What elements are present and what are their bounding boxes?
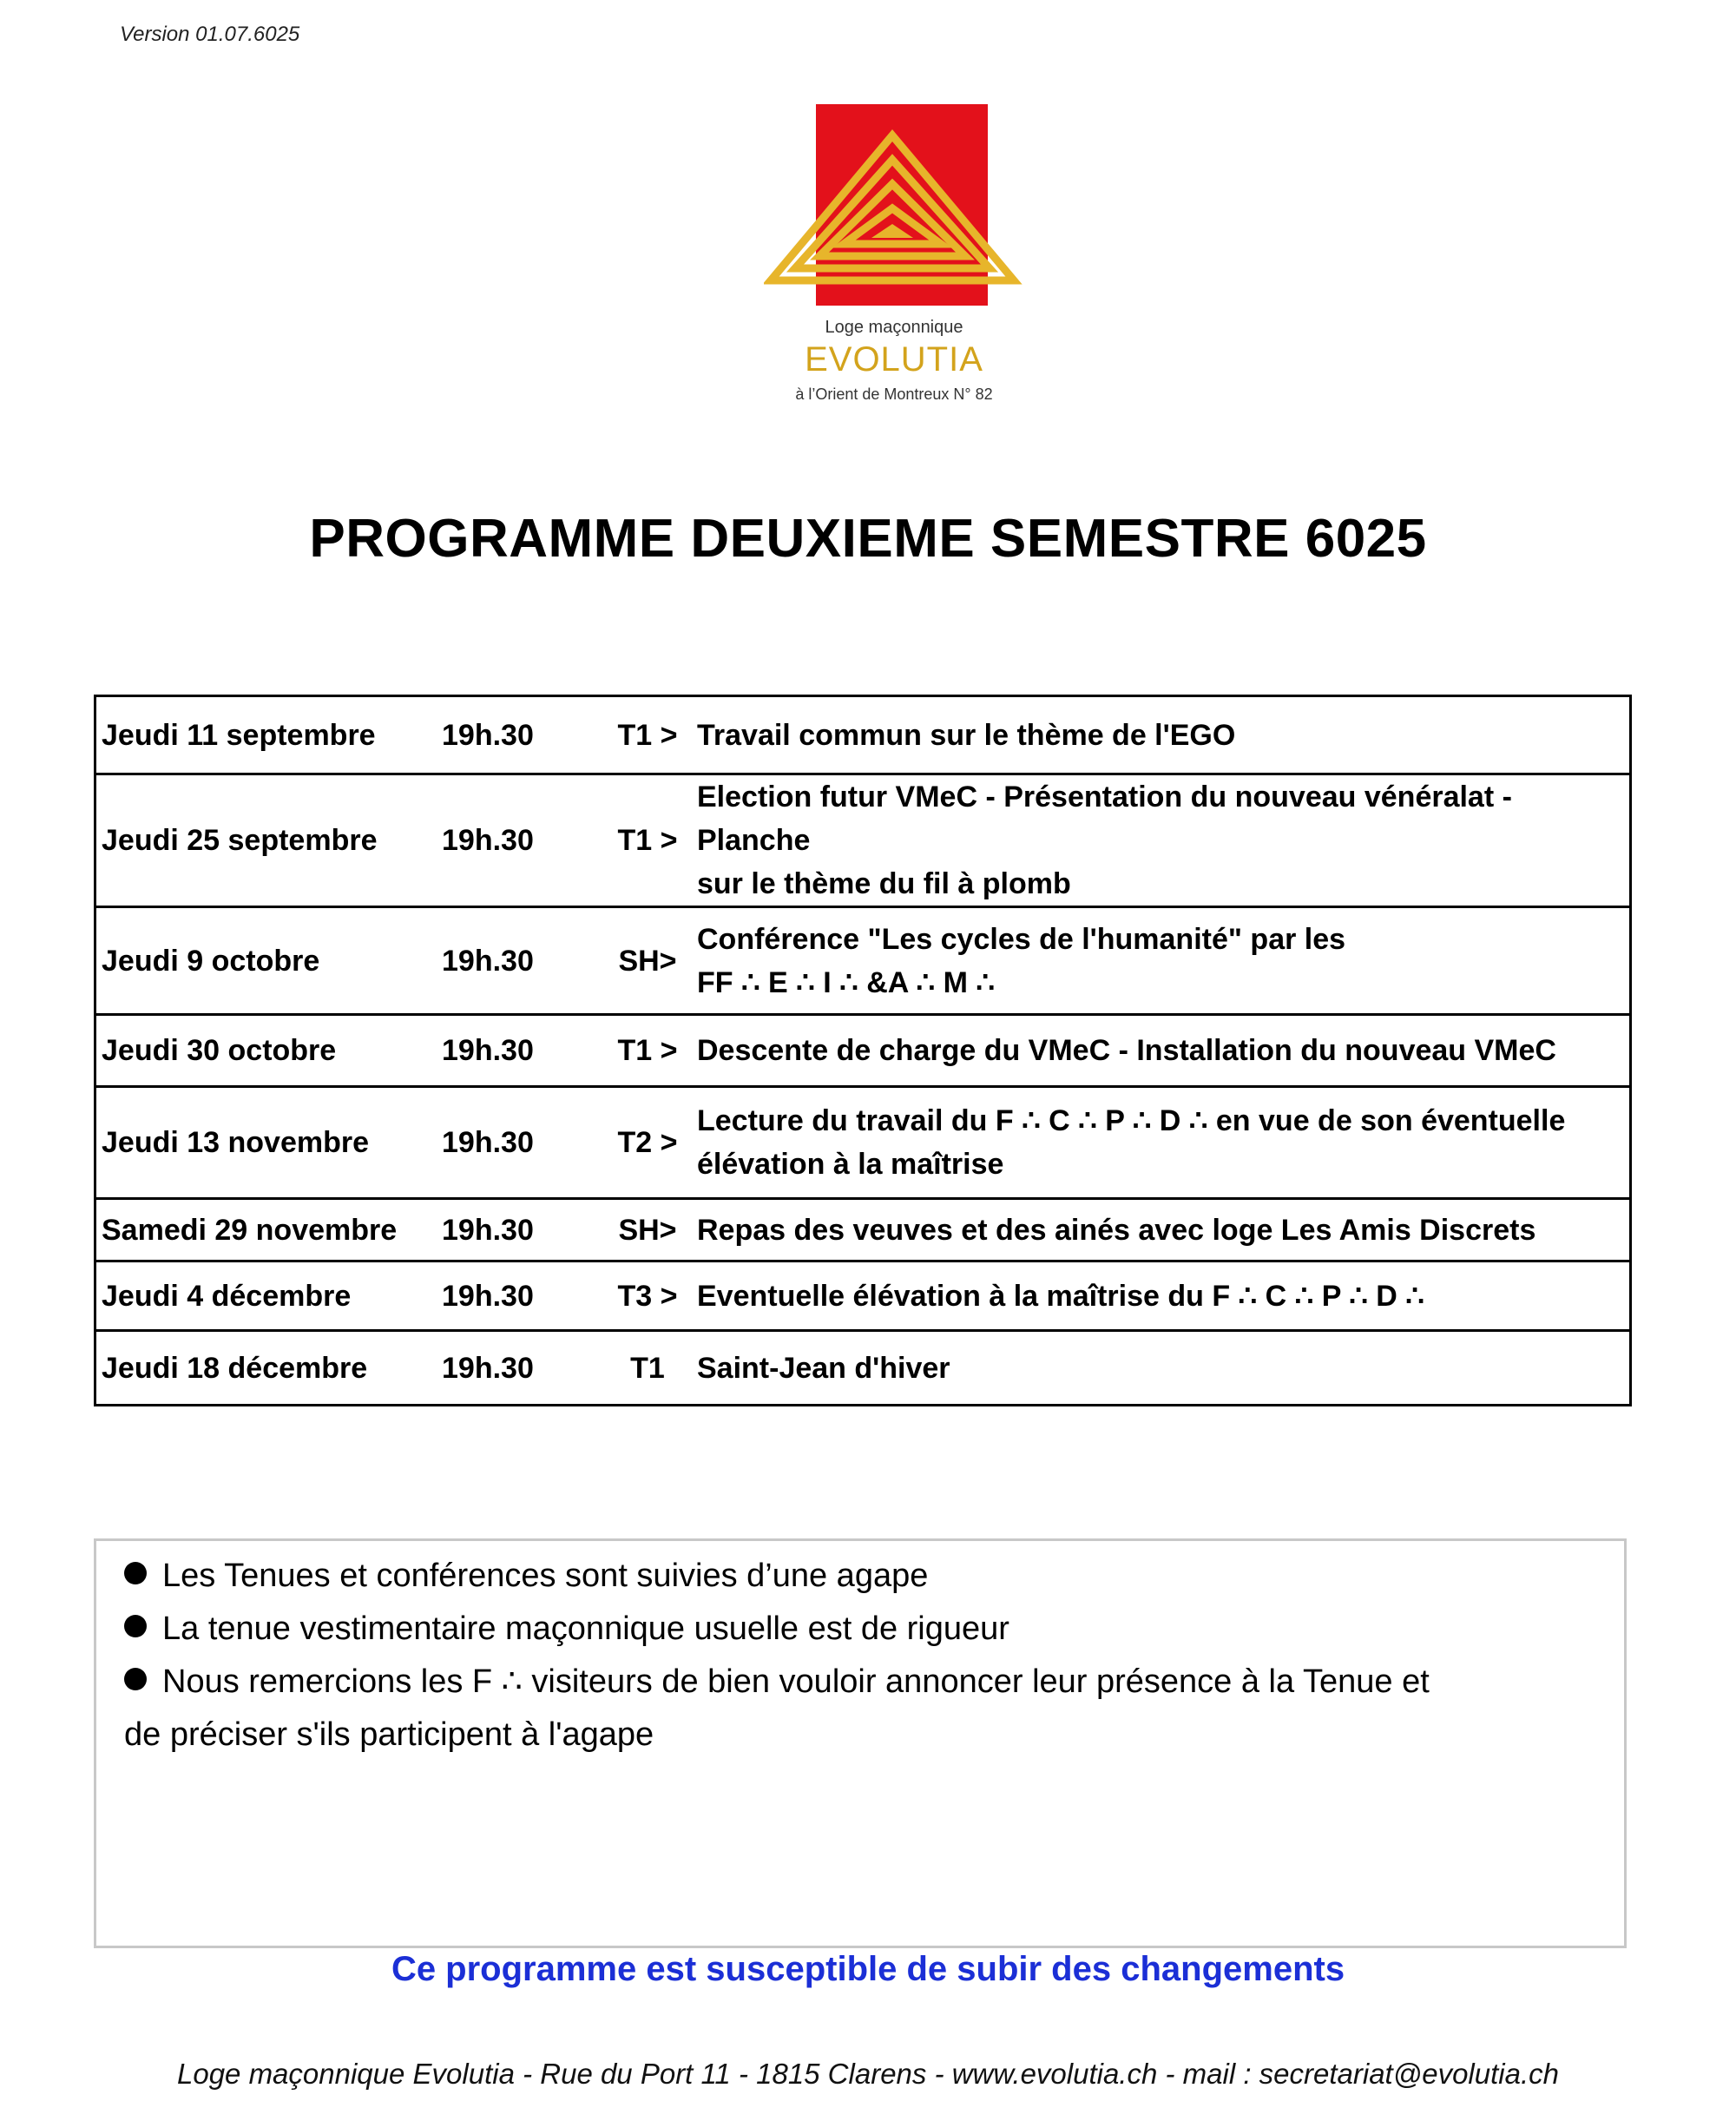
event-description-line: Eventuelle élévation à la maîtrise du F ∴ C ∴ P ∴ D ∴: [697, 1279, 1424, 1313]
event-description: [692, 1331, 1631, 1406]
event-code: T1 >: [603, 774, 692, 907]
event-description: [692, 696, 1631, 774]
schedule-row: [95, 696, 1631, 774]
bullet-icon: [124, 1668, 147, 1690]
event-date: Jeudi 18 décembre: [95, 1331, 437, 1406]
event-description: [692, 774, 1631, 907]
note-text: Nous remercions les F ∴ visiteurs de bien vouloir annoncer leur présence à la Tenue et: [162, 1663, 1430, 1700]
schedule-row: [95, 1331, 1631, 1406]
schedule-row: [95, 1087, 1631, 1199]
page-title: PROGRAMME DEUXIEME SEMESTRE 6025: [309, 509, 1427, 569]
note-item: [124, 1656, 1596, 1709]
event-description-line: Saint-Jean d'hiver: [697, 1351, 950, 1385]
notes-box: [94, 1538, 1627, 1948]
event-code: T1: [603, 1331, 692, 1406]
event-time: 19h.30: [437, 774, 603, 907]
schedule-row: [95, 1199, 1631, 1261]
event-time: 19h.30: [437, 907, 603, 1015]
note-text: Les Tenues et conférences sont suivies d’une agape: [162, 1558, 929, 1594]
event-description-line: Descente de charge du VMeC - Installation du nouveau VMeC: [697, 1034, 1556, 1067]
event-time: 19h.30: [442, 718, 534, 752]
note-item: [124, 1603, 1596, 1656]
schedule-row: [95, 774, 1631, 907]
disclaimer: Ce programme est susceptible de subir des changements: [391, 1950, 1345, 1988]
event-description-line: Repas des veuves et des ainés avec loge Les Amis Discrets: [697, 1213, 1536, 1247]
schedule-table: [94, 695, 1632, 1406]
event-date: Jeudi 11 septembre: [102, 718, 376, 752]
event-description-line: FF ∴ E ∴ I ∴ &A ∴ M ∴: [697, 965, 996, 999]
event-code: T1 >: [617, 718, 678, 752]
event-description: [692, 1015, 1631, 1087]
event-date: Jeudi 9 octobre: [95, 907, 437, 1015]
event-description-line: élévation à la maîtrise: [697, 1148, 1004, 1181]
logo-subtitle: Loge maçonnique: [825, 318, 963, 337]
logo-name: EVOLUTIA: [805, 340, 983, 379]
note-text: La tenue vestimentaire maçonnique usuelle est de rigueur: [162, 1611, 1009, 1647]
logo-square: [816, 104, 988, 306]
event-description: [692, 1199, 1631, 1261]
schedule-row: [95, 907, 1631, 1015]
event-description: [692, 1261, 1631, 1331]
event-time: 19h.30: [437, 1261, 603, 1331]
event-time: 19h.30: [437, 1331, 603, 1406]
version-label: Version 01.07.6025: [120, 23, 300, 46]
footer-contact: Loge maçonnique Evolutia - Rue du Port 11 - 1815 Clarens - www.evolutia.ch - mail : secretariat@evolutia.ch: [176, 2058, 1559, 2090]
event-description-line: sur le thème du fil à plomb: [697, 867, 1071, 900]
lodge-logo: [764, 102, 1024, 415]
bullet-icon: [124, 1615, 147, 1637]
event-code: T1 >: [603, 1015, 692, 1087]
event-description-line: Election futur VMeC - Présentation du nouveau vénéralat - Planche: [697, 781, 1512, 857]
event-description-line: Conférence "Les cycles de l'humanité" par les: [697, 922, 1346, 956]
event-date: Samedi 29 novembre: [95, 1199, 437, 1261]
event-description-line: Lecture du travail du F ∴ C ∴ P ∴ D ∴ en vue de son éventuelle: [697, 1104, 1566, 1137]
triangle-logo-icon: [764, 102, 1024, 311]
event-description: [692, 1087, 1631, 1199]
note-item: [124, 1550, 1596, 1603]
event-time: 19h.30: [437, 1087, 603, 1199]
logo-orient: à l’Orient de Montreux N° 82: [795, 385, 993, 403]
schedule-row: [95, 1261, 1631, 1331]
event-code: SH>: [603, 907, 692, 1015]
event-code: T2 >: [603, 1087, 692, 1199]
event-time: 19h.30: [437, 1199, 603, 1261]
bullet-icon: [124, 1562, 147, 1584]
event-code: SH>: [603, 1199, 692, 1261]
event-description: [692, 907, 1631, 1015]
note-continuation: de préciser s'ils participent à l'agape: [124, 1716, 654, 1753]
event-code: T3 >: [603, 1261, 692, 1331]
event-date: Jeudi 30 octobre: [95, 1015, 437, 1087]
event-date: Jeudi 13 novembre: [95, 1087, 437, 1199]
schedule-row: [95, 1015, 1631, 1087]
event-date: Jeudi 4 décembre: [95, 1261, 437, 1331]
event-time: 19h.30: [437, 1015, 603, 1087]
event-date: Jeudi 25 septembre: [95, 774, 437, 907]
event-description-line: Travail commun sur le thème de l'EGO: [697, 718, 1236, 752]
